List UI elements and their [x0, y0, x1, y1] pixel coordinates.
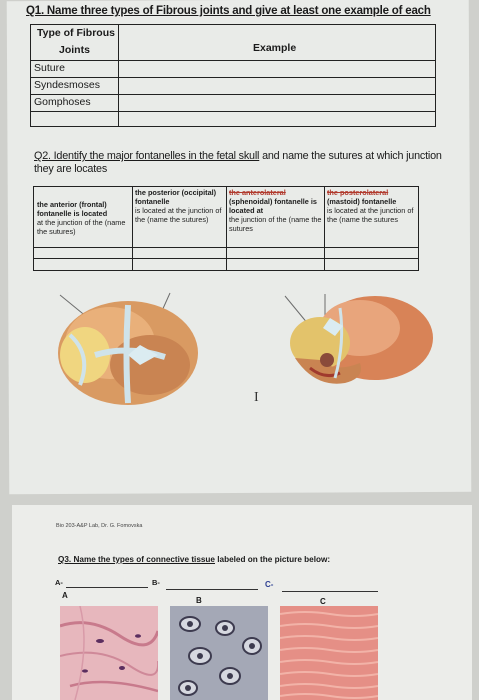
page-footer: Bio 203-A&P Lab, Dr. G. Fomovska	[56, 523, 143, 529]
answer-blank-c-label: C-	[265, 580, 274, 589]
q2-cell-posterior-body: is located at the junction of the (name the sutures)	[135, 206, 222, 224]
fetal-skull-lateral-view	[265, 288, 440, 413]
q2-cell-posterior-head: the posterior (occipital) fontanelle	[135, 188, 217, 206]
answer-line-b[interactable]	[166, 589, 258, 590]
q2-table	[33, 186, 419, 271]
q1-row-gomphoses: Gomphoses	[34, 96, 91, 108]
q2-title	[34, 150, 444, 176]
q2-cell-mastoid-head: (mastoid) fontanelle	[327, 197, 397, 206]
micrograph-c-image	[280, 606, 378, 700]
q1-header-example: Example	[253, 42, 297, 54]
answer-blank-b-label: B-	[152, 578, 160, 587]
q1-row-line	[31, 94, 435, 95]
q2-title-underlined: Q2. Identify the major fontanelles in the fetal skull	[34, 150, 260, 162]
answer-blank-a-label: A-	[55, 578, 63, 587]
q3-title	[58, 555, 330, 564]
q2-row-line	[34, 247, 418, 248]
fetal-skull-superior-view	[40, 285, 215, 410]
q2-cell-anterior-head: the anterior (frontal) fontanelle is located	[37, 200, 108, 218]
q2-cell-sphenoidal-head: (sphenoidal) fontanelle is located at	[229, 197, 317, 215]
q2-title-rest: and name the sutures at which junction they are locates	[34, 150, 442, 175]
q2-cell-mastoid-body: is located at the junction of the (name the sutures	[327, 206, 414, 224]
image-label-a: A	[62, 591, 68, 600]
q1-table	[30, 24, 436, 127]
q1-title: Q1. Name three types of Fibrous joints and give at least one example of each	[26, 5, 431, 17]
q2-cell-anterior	[37, 200, 131, 236]
image-label-c: C	[320, 597, 326, 606]
q2-cell-mastoid	[327, 188, 417, 224]
micrograph-b-image	[170, 606, 268, 700]
q2-row-line	[34, 258, 418, 259]
q1-header-joints: Joints	[59, 44, 90, 56]
q3-title-underlined: Q3. Name the types of connective tissue	[58, 555, 215, 564]
q2-cell-sphenoidal-body: the junction of the (name the sutures	[229, 215, 322, 233]
answer-line-c[interactable]	[282, 591, 378, 592]
text-cursor-icon: I	[254, 390, 259, 405]
answer-line-a[interactable]	[66, 587, 148, 588]
q3-title-rest: labeled on the picture below:	[214, 555, 331, 564]
image-label-b: B	[196, 596, 202, 605]
q1-row-line	[31, 60, 435, 61]
q1-header-type: Type of Fibrous	[37, 27, 115, 39]
micrograph-a-image	[60, 606, 158, 700]
q1-row-syndesmoses: Syndesmoses	[34, 79, 100, 91]
q2-cell-sphenoidal-struck: the anterolateral	[229, 188, 286, 197]
q2-cell-mastoid-struck: the posterolateral	[327, 188, 389, 197]
q2-cell-posterior	[135, 188, 225, 224]
q1-row-line	[31, 77, 435, 78]
q1-row-suture: Suture	[34, 62, 65, 74]
q1-row-line	[31, 111, 435, 112]
q2-cell-sphenoidal	[229, 188, 323, 233]
q2-cell-anterior-body: at the junction of the (name the sutures)	[37, 218, 126, 236]
